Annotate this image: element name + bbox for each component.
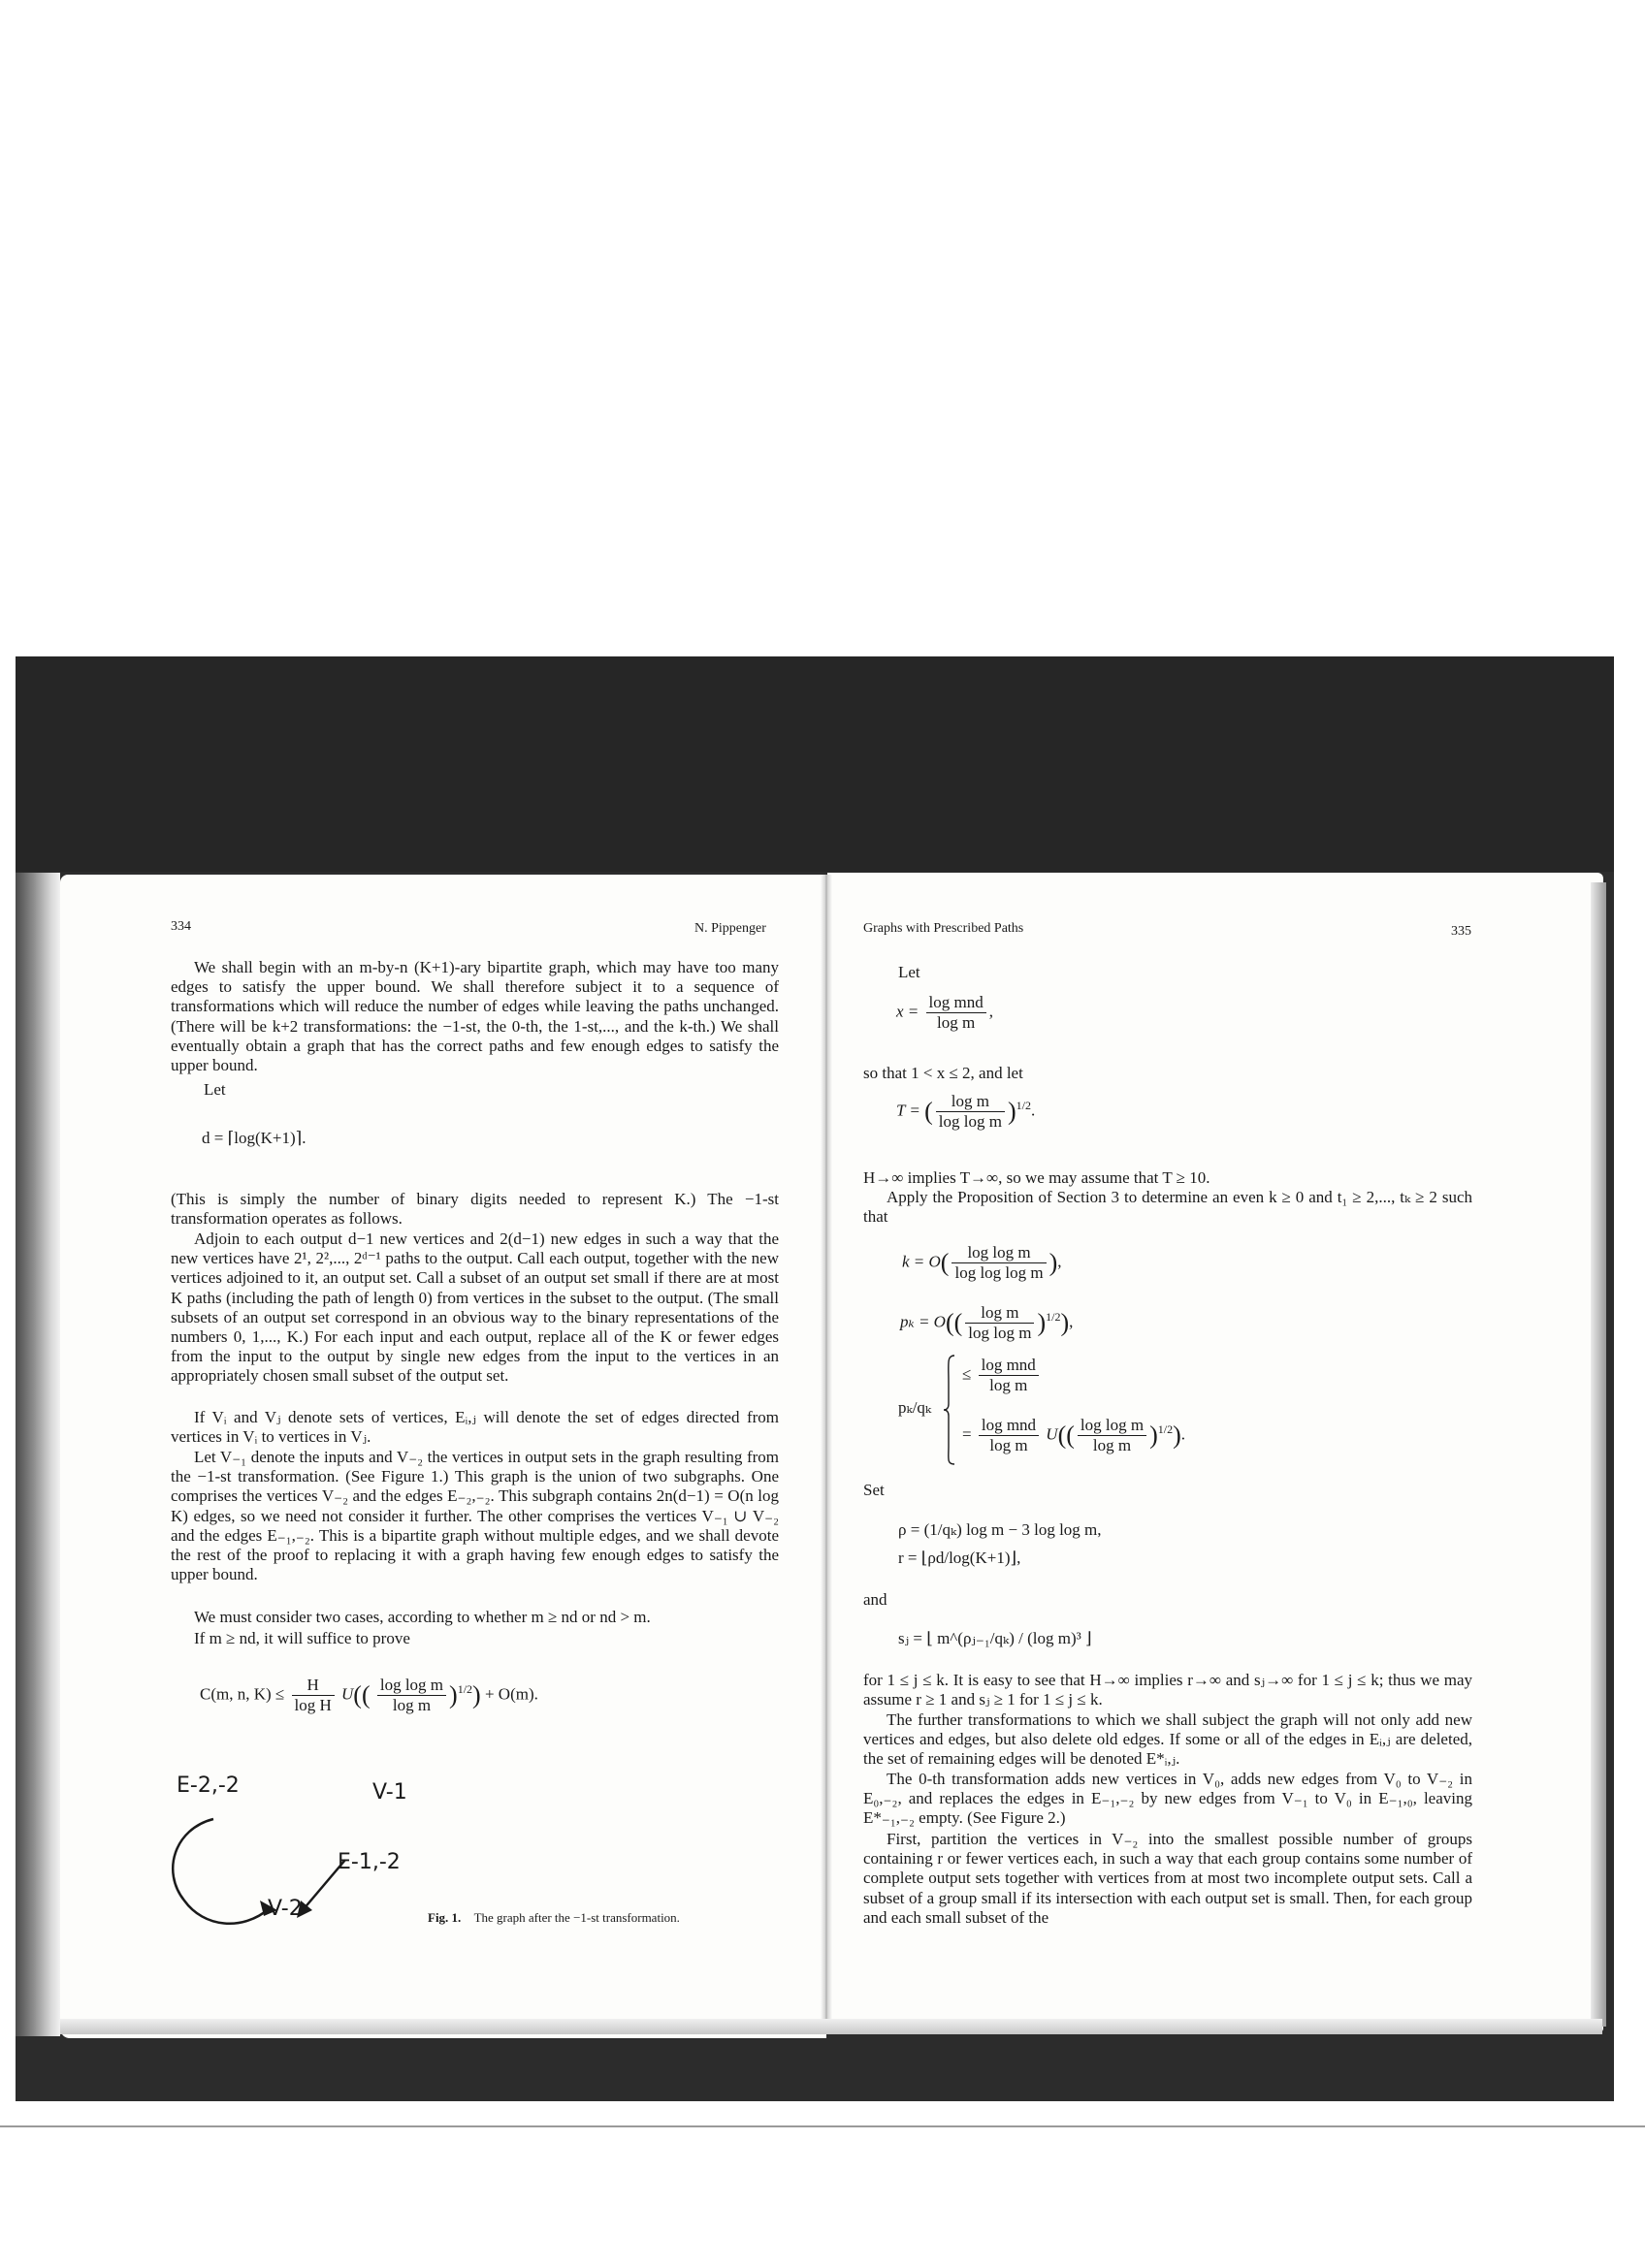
equation-k: k = O( $\frac{\text{log log m}}{\text{log log log m}}$ ),	[902, 1243, 1062, 1282]
equation-T-exponent: 1/2	[1016, 1098, 1031, 1112]
right-para-apply: Apply the Proposition of Section 3 to determine an even k ≥ 0 and t₁ ≥ 2,..., tₖ ≥ 2 such that	[863, 1188, 1472, 1227]
equation-C-H: H	[292, 1676, 335, 1696]
equation-C: C(m, n, K) ≤ $\frac{H}{\text{log H}}$ U(( $\frac{\text{log log m}}{\text{log m}}$ )$^{1/2}$) + O(m).	[200, 1676, 538, 1714]
equation-pk-num: log m	[965, 1303, 1034, 1324]
equation-T-den: log log m	[938, 1112, 1002, 1131]
equation-pk-den: log log m	[968, 1324, 1032, 1342]
equation-C-tail: + O(m).	[484, 1684, 538, 1704]
equation-pk-fraction	[965, 1303, 1034, 1343]
right-let: Let	[898, 963, 920, 981]
right-so-that: so that 1 < x ≤ 2, and let	[863, 1064, 1023, 1082]
equation-x-den: log m	[937, 1013, 976, 1032]
equation-pq-le: ≤	[962, 1364, 972, 1384]
right-para-for: for 1 ≤ j ≤ k. It is easy to see that H→∞ implies r→∞ and sⱼ→∞ for 1 ≤ j ≤ k; thus we may assume r ≥ 1 and sⱼ ≥ 1 for 1 ≤ j ≤ k.	[863, 1671, 1472, 1709]
equation-pq-fraction-3	[1078, 1416, 1146, 1455]
equation-pq-fraction-2	[979, 1416, 1039, 1455]
equation-pq-U: U	[1046, 1424, 1058, 1444]
equation-T: T = ( $\frac{\text{log m}}{\text{log log m}}$ )$^{1/2}$.	[896, 1092, 1036, 1131]
equation-x-tail: ,	[988, 1002, 993, 1021]
equation-pq-eq: =	[962, 1424, 972, 1444]
equation-C-U: U	[341, 1684, 354, 1704]
equation-pq-den1: log m	[989, 1376, 1028, 1394]
label-V-2: V-2	[268, 1897, 303, 1921]
left-para-3: Adjoin to each output d−1 new vertices and 2(d−1) new edges in such a way that the new vertices have 2¹, 2²,..., 2ᵈ⁻¹ paths to the output. Call each output, together with the new vertices adjoined to it, an output set. Call a subset of an output set small if there are at most K paths (including the path of length 0) from vertices in the subset to the output. (The small subsets of an output set correspond in an obvious way to the binary representations of the numbers 0, 1,..., K.) For each input and each output, replace all of the K or fewer edges from the input to the output by single new edges from the input to the vertices in an appropriately chosen small subset of the output set.	[171, 1230, 779, 1386]
right-para-0th: The 0-th transformation adds new vertices in V₀, adds new edges from V₀ to V₋₂ in E₀,₋₂, and replaces the edges in E₋₁,₋₂ by new edges from V₋₁ to V₀ in E₋₁,₀, leaving E*₋₁,₋₂ empty. (See Figure 2.)	[863, 1770, 1472, 1828]
equation-pq-case-1	[962, 1356, 1042, 1395]
left-para-6: We must consider two cases, according to whether m ≥ nd or nd > m.	[194, 1608, 651, 1626]
equation-T-lhs: T =	[896, 1101, 920, 1120]
equation-pq-num2: log mnd	[979, 1416, 1039, 1436]
left-para-7: If m ≥ nd, it will suffice to prove	[194, 1629, 410, 1647]
equation-pk-lhs: pₖ = O	[900, 1312, 946, 1331]
equation-C-num: log log m	[377, 1676, 446, 1696]
equation-pk-exponent: 1/2	[1046, 1309, 1061, 1324]
left-page-number: 334	[171, 919, 191, 934]
right-set: Set	[863, 1481, 885, 1499]
equation-k-den: log log log m	[954, 1263, 1044, 1282]
label-V-1: V-1	[372, 1780, 407, 1805]
equation-C-den: log m	[392, 1696, 432, 1714]
equation-C-logH: log H	[294, 1696, 332, 1714]
equation-C-lhs: C(m, n, K) ≤	[200, 1684, 285, 1704]
left-para-5: Let V₋₁ denote the inputs and V₋₂ the vertices in output sets in the graph resulting from the −1-st transformation. (See Figure 1.) This graph is the union of two subgraphs. One comprises the vertices V₋₂ and the edges E₋₂,₋₂. This subgraph contains 2n(d−1) = O(n log K) edges, so we need not consider it further. The other comprises the vertices V₋₁ ∪ V₋₂ and the edges E₋₁,₋₂. This is a bipartite graph without multiple edges, and we shall devote the rest of the proof to replacing it with a graph having few enough edges to satisfy the upper bound.	[171, 1448, 779, 1584]
right-page-number: 335	[1451, 924, 1471, 939]
equation-pq-case-2: = $\frac{\text{log mnd}}{\text{log m}}$ U(( $\frac{\text{log log m}}{\text{log m}}$ )$^{1/2}$).	[962, 1416, 1186, 1454]
equation-rho: ρ = (1/qₖ) log m − 3 log log m,	[898, 1520, 1102, 1539]
right-para-first: First, partition the vertices in V₋₂ into the smallest possible number of groups containing r or fewer vertices each, in such a way that each group contains some number of complete output sets together with vertices from at most two incomplete output sets. Call a subset of a group small if its intersection with each output set is small. Then, for each group and each small subset of the	[863, 1830, 1472, 1927]
equation-pq-den3: log m	[1092, 1436, 1132, 1454]
equation-T-num: log m	[936, 1092, 1005, 1112]
equation-pq-brace	[943, 1354, 956, 1466]
equation-s: sⱼ = ⌊ m^(ρⱼ₋₁/qₖ) / (log m)³ ⌋	[898, 1629, 1092, 1647]
left-page-edge	[16, 873, 60, 2036]
equation-x-lhs: x =	[896, 1002, 919, 1021]
equation-x-num: log mnd	[926, 993, 986, 1013]
equation-pk: pₖ = O(( $\frac{\text{log m}}{\text{log log m}}$ )$^{1/2}$),	[900, 1303, 1074, 1342]
scanner-edge-line	[0, 2125, 1645, 2127]
caption-text: The graph after the −1-st transformation.	[473, 1910, 680, 1925]
right-running-head: Graphs with Prescribed Paths	[863, 921, 1024, 936]
left-let: Let	[204, 1080, 226, 1099]
label-E-2-2: E-2,-2	[177, 1773, 240, 1798]
right-page-edge	[1591, 882, 1606, 2027]
equation-T-fraction	[936, 1092, 1005, 1132]
equation-pq-exponent: 1/2	[1157, 1421, 1174, 1436]
scanner-background-top	[16, 656, 1614, 872]
figure-1-caption	[428, 1910, 680, 1926]
equation-pq-num1: log mnd	[979, 1356, 1039, 1376]
self-loop-edge	[173, 1819, 270, 1924]
equation-x-fraction	[926, 993, 986, 1033]
left-running-head: N. Pippenger	[694, 921, 766, 936]
equation-k-num: log log m	[952, 1243, 1046, 1263]
equation-pq-fraction-1	[979, 1356, 1039, 1395]
equation-d: d = ⌈log(K+1)⌉.	[202, 1129, 306, 1147]
equation-pq-lhs: pₖ/qₖ	[898, 1398, 932, 1417]
left-para-2: (This is simply the number of binary digits needed to represent K.) The −1-st transformation operates as follows.	[171, 1190, 779, 1229]
equation-k-fraction	[952, 1243, 1046, 1283]
left-para-4: If Vᵢ and Vⱼ denote sets of vertices, Eᵢ,ⱼ will denote the set of edges directed from vertices in Vᵢ to vertices in Vⱼ.	[171, 1408, 779, 1447]
equation-C-fraction-inner	[377, 1676, 446, 1715]
equation-k-lhs: k = O	[902, 1252, 941, 1271]
right-para-further: The further transformations to which we shall subject the graph will not only add new vertices and edges, but also delete old edges. If some or all of the edges in Eᵢ,ⱼ are deleted, the set of remaining edges will be denoted E*ᵢ,ⱼ.	[863, 1710, 1472, 1769]
page-bottom-shadow	[60, 2019, 1602, 2034]
caption-label: Fig. 1.	[428, 1910, 462, 1925]
equation-pq-num3: log log m	[1078, 1416, 1146, 1436]
label-E-1-2: E-1,-2	[338, 1850, 401, 1874]
left-para-1: We shall begin with an m-by-n (K+1)-ary bipartite graph, which may have too many edges to satisfy the upper bound. We shall therefore subject it to a sequence of transformations which will reduce the number of edges while leaving the paths unchanged. (There will be k+2 transformations: the −1-st, the 0-th, the 1-st,..., and the k-th.) We shall eventually obtain a graph that has the correct paths and few enough edges to satisfy the upper bound.	[171, 958, 779, 1075]
equation-C-fraction-H	[292, 1676, 335, 1715]
equation-r: r = ⌊ρd/log(K+1)⌋,	[898, 1549, 1021, 1567]
right-para-H: H→∞ implies T→∞, so we may assume that T ≥ 10.	[863, 1168, 1210, 1187]
equation-x	[896, 993, 993, 1033]
book-gutter	[821, 875, 832, 2028]
equation-pq-den2: log m	[989, 1436, 1028, 1454]
equation-C-exponent: 1/2	[457, 1681, 473, 1696]
right-and: and	[863, 1590, 887, 1609]
